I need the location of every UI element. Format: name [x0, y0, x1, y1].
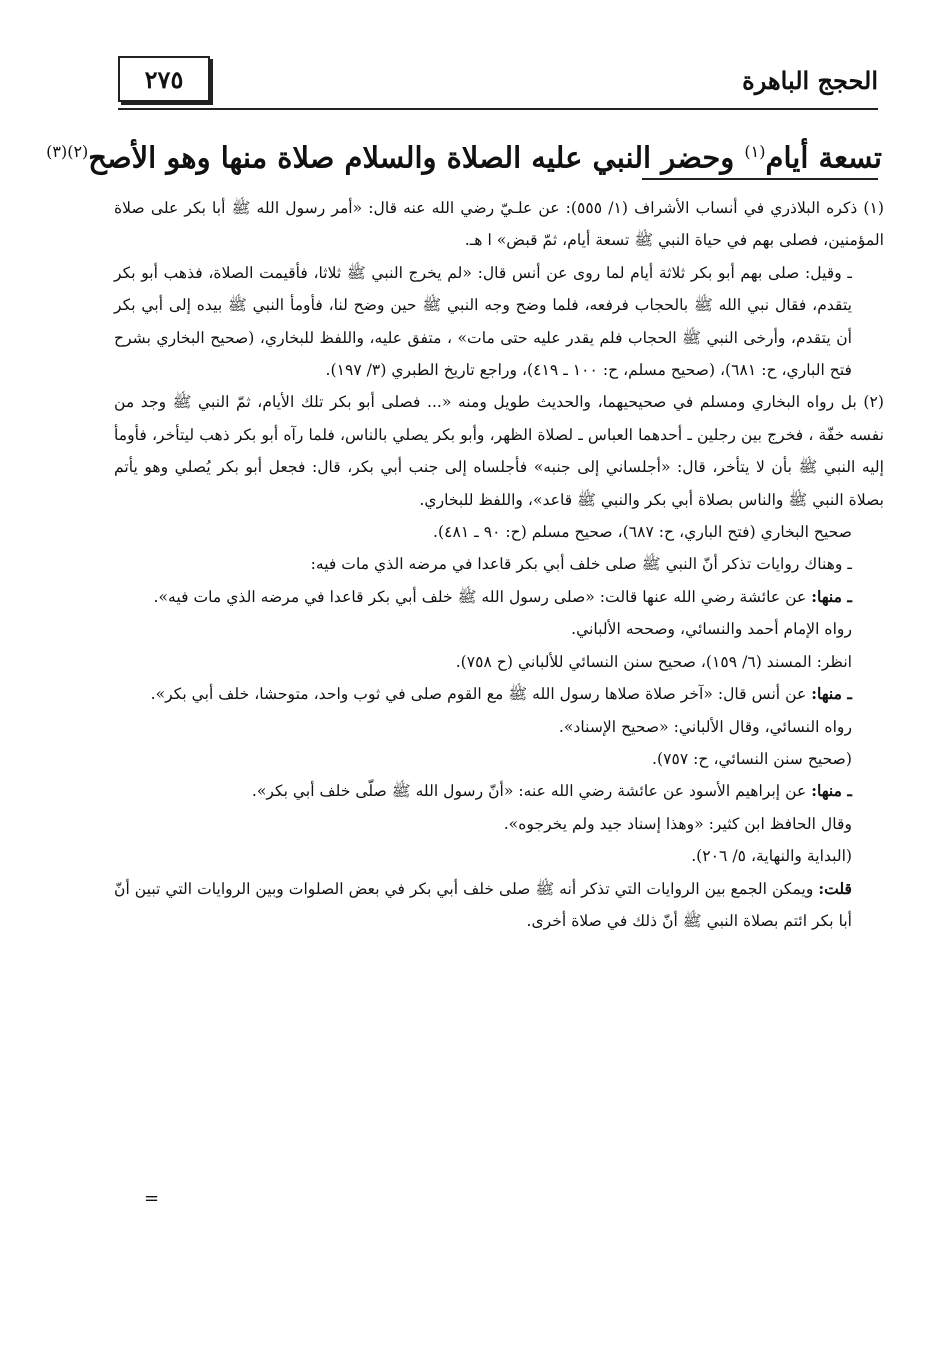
- continuation-mark: =: [144, 1188, 160, 1209]
- main-text-part2: وحضر النبي عليه الصلاة والسلام صلاة منها وهو الأصح: [88, 140, 745, 175]
- footnote-2-reference-3: (البداية والنهاية، ٥/ ٢٠٦).: [691, 847, 852, 866]
- footnote-2-reference-1: انظر: المسند (٦/ ١٥٩)، صحيح سنن النسائي للألباني (ح ٧٥٨).: [455, 652, 852, 671]
- running-title: الحجج الباهرة: [742, 66, 878, 95]
- footnote-2-grading-2: رواه النسائي، وقال الألباني: «صحيح الإسناد».: [558, 717, 852, 736]
- narration-text: عن عائشة رضي الله عنها قالت: «صلى رسول الله ﷺ خلف أبي بكر قاعدا في مرضه الذي مات فيه».: [153, 587, 812, 606]
- footnote-2-narration-1: [114, 581, 852, 613]
- footnote-2-conclusion: [114, 873, 852, 938]
- narration-lead: ـ منها:: [811, 781, 852, 801]
- footnote-1-alt-narration: ـ وقيل: صلى بهم أبو بكر ثلاثة أيام لما روى عن أنس قال: «لم يخرج النبي ﷺ ثلاثا، فأقيمت الصلاة، فذهب أبو بكر يتقدم، فقال نبي الله ﷺ بالحجاب فرفعه، فلما وضح وجه النبي ﷺ حين وضح لنا، فأومأ النبي ﷺ بيده إلى أبي بكر أن يتقدم، وأرخى النبي ﷺ الحجاب فلم يقدر عليه حتى مات» ، متفق عليه، واللفظ للبخاري، (صحيح البخاري بشرح فتح الباري، ح: ٦٨١)، (صحيح مسلم، ح: ١٠٠ ـ ٤١٩)، وراجع تاريخ الطبري (٣/ ١٩٧).: [114, 263, 852, 380]
- main-text-line: [42, 130, 882, 180]
- footnote-2-source: صحيح البخاري (فتح الباري، ح: ٦٨٧)، صحيح مسلم (ح: ٩٠ ـ ٤٨١).: [433, 523, 852, 542]
- footnote-2-narration-2: [114, 678, 852, 710]
- footnotes: [114, 192, 884, 937]
- narration-lead: ـ منها:: [811, 586, 852, 606]
- footnote-2-grading-3: وقال الحافظ ابن كثير: «وهذا إسناد جيد ولم يخرجوه».: [503, 814, 852, 833]
- footnote-2-intro: ـ وهناك روايات تذكر أنّ النبي ﷺ صلى خلف أبي بكر قاعدا في مرضه الذي مات فيه:: [310, 555, 852, 574]
- narration-text: عن إبراهيم الأسود عن عائشة رضي الله عنه: «أنّ رسول الله ﷺ صلّى خلف أبي بكر».: [251, 782, 812, 801]
- main-text-part1: تسعة أيام: [765, 140, 882, 175]
- conclusion-text: ويمكن الجمع بين الروايات التي تذكر أنه ﷺ صلى خلف أبي بكر في بعض الصلوات وبين الروايات التي تبين أنّ أبا بكر ائتم بصلاة النبي ﷺ أنّ ذلك في صلاة أخرى.: [114, 879, 852, 930]
- footnote-2: (٢) بل رواه البخاري ومسلم في صحيحيهما، والحديث طويل ومنه «... فصلى أبو بكر تلك الأيام، ثمّ النبي ﷺ وجد من نفسه خفّة ، فخرج بين رجلين ـ أحدهما العباس ـ لصلاة الظهر، وأبو بكر يصلي بالناس، فلما رآه أبو بكر ذهب ليتأخر، فأومأ إليه النبي ﷺ بأن لا يتأخر، قال: «أجلساني إلى جنبه» فأجلساه إلى جنب أبي بكر، قال: فجعل أبو بكر يُصلي وهو يأتم بصلاة النبي ﷺ والناس بصلاة أبي بكر والنبي ﷺ قاعد»، واللفظ للبخاري.: [114, 393, 884, 509]
- footnote-1: (١) ذكره البلاذري في أنساب الأشراف (١/ ٥٥٥): عن علـيّ رضي الله عنه قال: «أمر رسول الله ﷺ أبا بكر على صلاة المؤمنين، فصلى بهم في حياة النبي ﷺ تسعة أيام، ثمّ قبض» ا هـ.: [114, 199, 884, 250]
- page-number: ٢٧٥: [118, 56, 210, 102]
- conclusion-lead: قلت:: [818, 878, 852, 898]
- narration-text: عن أنس قال: «آخر صلاة صلاها رسول الله ﷺ مع القوم صلى في ثوب واحد، متوحشا، خلف أبي بكر».: [150, 685, 812, 704]
- footnote-ref-2-3: (٢)(٣): [46, 142, 89, 161]
- footnote-ref-1: (١): [744, 142, 766, 161]
- footnote-2-reference-2: (صحيح سنن النسائي، ح: ٧٥٧).: [652, 749, 852, 768]
- narration-lead: ـ منها:: [811, 684, 852, 704]
- footnote-separator: [642, 178, 878, 180]
- footnote-2-narration-3: [114, 775, 852, 807]
- footnote-2-grading-1: رواه الإمام أحمد والنسائي، وصححه الألباني.: [571, 620, 852, 639]
- page-header: [118, 52, 878, 110]
